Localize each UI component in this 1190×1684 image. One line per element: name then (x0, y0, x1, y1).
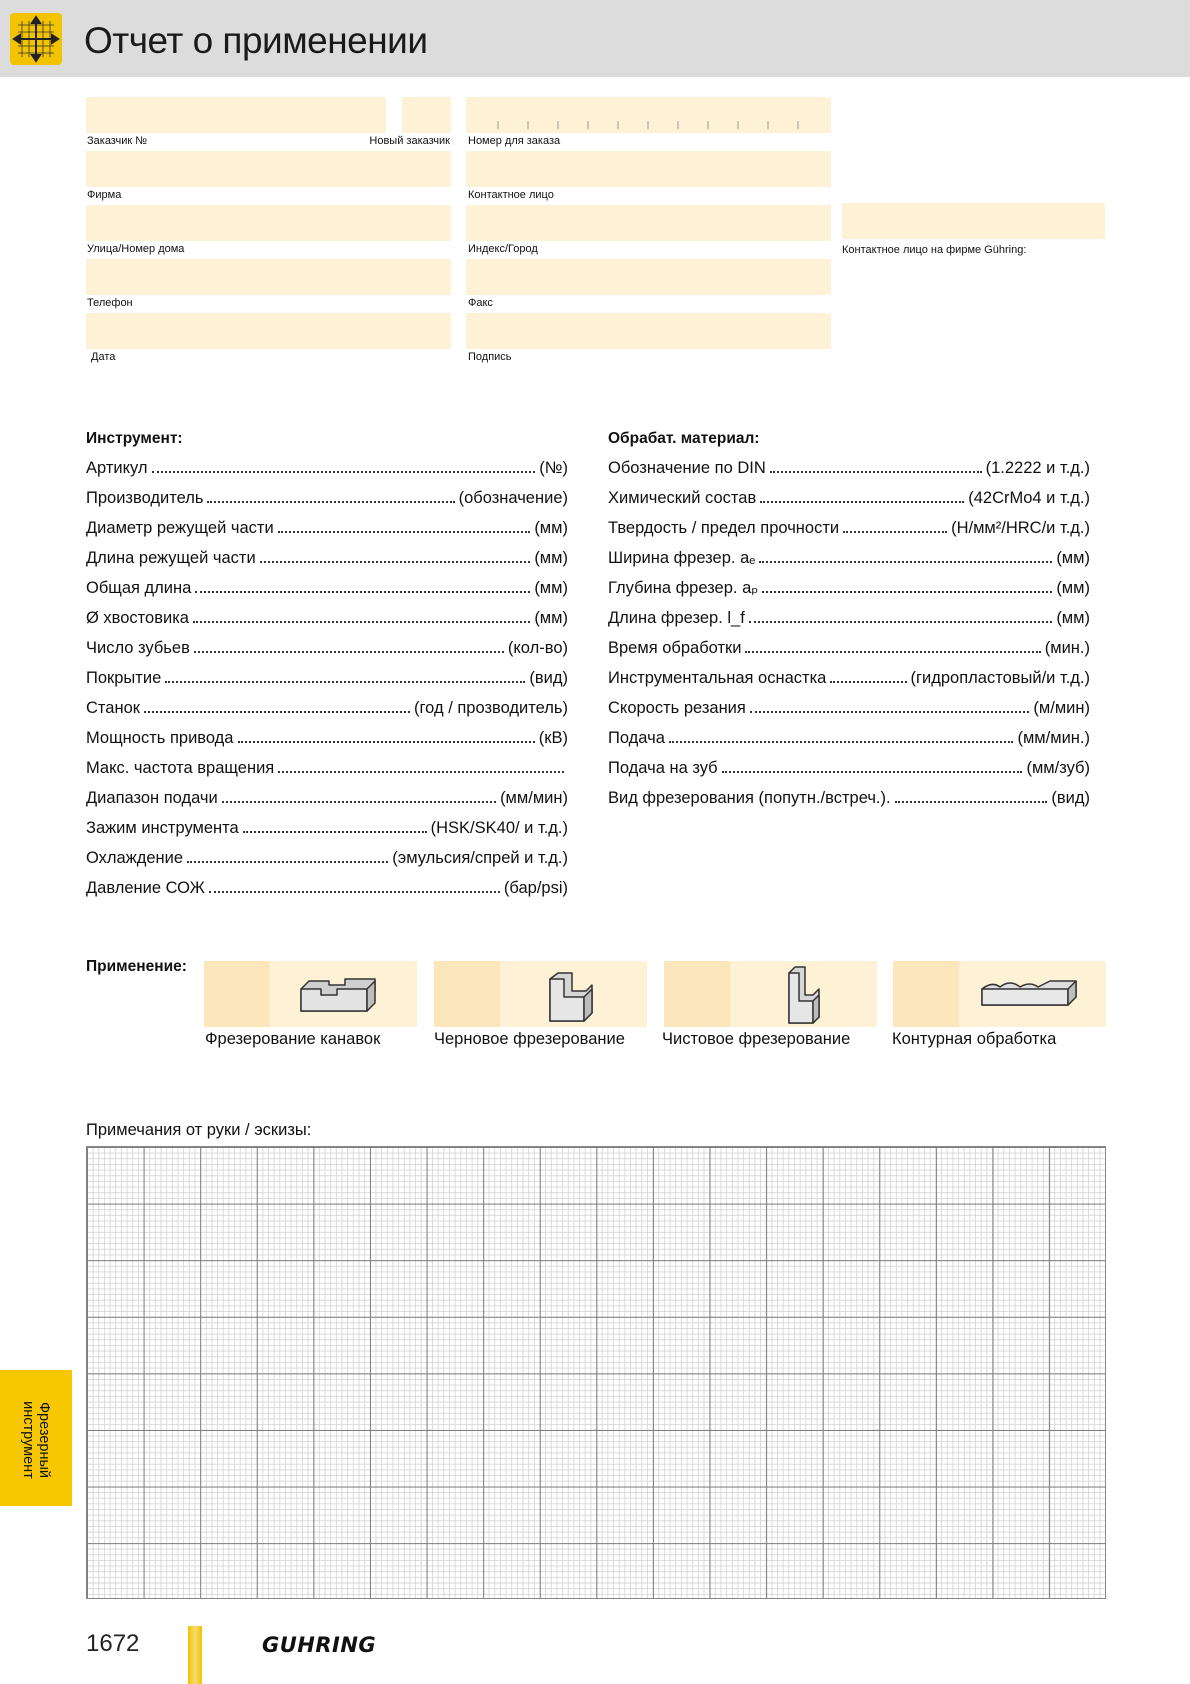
material-row-label: Ширина фрезер. aₑ (608, 549, 756, 567)
material-row[interactable] (608, 666, 1090, 688)
tool-row-fill-line[interactable] (207, 501, 454, 503)
material-row[interactable] (608, 516, 1090, 538)
material-heading: Обрабат. материал: (608, 430, 760, 447)
tool-row-fill-line[interactable] (278, 531, 531, 533)
zip-city-label: Индекс/Город (468, 243, 538, 255)
tool-row-fill-line[interactable] (144, 711, 410, 713)
tool-row[interactable] (86, 696, 568, 718)
tool-row[interactable] (86, 846, 568, 868)
phone-field[interactable] (86, 259, 451, 295)
material-row[interactable] (608, 576, 1090, 598)
fax-field[interactable] (466, 259, 831, 295)
side-tab (0, 1370, 72, 1506)
side-tab-line2: инструмент (20, 1401, 36, 1479)
tool-row-fill-line[interactable] (238, 741, 535, 743)
tool-row-unit: (кол-во) (507, 639, 568, 657)
material-row-fill-line[interactable] (830, 681, 906, 683)
tool-row[interactable] (86, 726, 568, 748)
page-number: 1672 (86, 1630, 140, 1657)
material-row-unit: (Н/мм²/HRC/и т.д.) (951, 519, 1090, 537)
tool-row-unit: (мм/мин) (500, 789, 568, 807)
tool-row-label: Общая длина (86, 579, 192, 597)
material-row-label: Подача (608, 729, 665, 747)
material-row-fill-line[interactable] (722, 771, 1023, 773)
side-tab-line1: Фрезерный (36, 1402, 52, 1478)
footer-accent-bar (188, 1626, 202, 1684)
material-row-fill-line[interactable] (770, 471, 982, 473)
company-field[interactable] (86, 151, 451, 187)
street-label: Улица/Номер дома (87, 243, 185, 255)
signature-field[interactable] (466, 313, 831, 349)
material-row-unit: (мм) (1056, 609, 1090, 627)
material-row[interactable] (608, 726, 1090, 748)
material-row-label: Время обработки (608, 639, 742, 657)
checkbox-square[interactable] (664, 961, 730, 1027)
tool-row-fill-line[interactable] (193, 621, 530, 623)
tool-row-unit: (мм) (534, 609, 568, 627)
tool-row-fill-line[interactable] (243, 831, 427, 833)
tool-row-label: Покрытие (86, 669, 162, 687)
material-row-label: Инструментальная оснастка (608, 669, 827, 687)
material-row[interactable] (608, 606, 1090, 628)
tool-row-unit: (HSK/SK40/ и т.д.) (430, 819, 568, 837)
material-row-label: Обозначение по DIN (608, 459, 766, 477)
tool-row-unit: (мм) (534, 549, 568, 567)
material-row-label: Твердость / предел прочности (608, 519, 840, 537)
material-row[interactable] (608, 786, 1090, 808)
material-row-unit: (1.2222 и т.д.) (985, 459, 1090, 477)
material-row-unit: (гидропластовый/и т.д.) (910, 669, 1090, 687)
tool-row-label: Длина режущей части (86, 549, 256, 567)
new-customer-field[interactable] (402, 97, 451, 133)
street-field[interactable] (86, 205, 451, 241)
signature-label: Подпись (468, 351, 512, 363)
material-row-fill-line[interactable] (843, 531, 947, 533)
slot-block-icon (299, 975, 383, 1015)
app-option-finish-milling[interactable] (664, 961, 877, 1027)
material-row-fill-line[interactable] (750, 711, 1030, 713)
tool-row-fill-line[interactable] (152, 471, 536, 473)
material-row[interactable] (608, 486, 1090, 508)
tool-row-label: Артикул (86, 459, 148, 477)
material-row-unit: (42CrMo4 и т.д.) (968, 489, 1090, 507)
customer-number-field[interactable] (86, 97, 386, 133)
customer-number-label: Заказчик № (87, 135, 148, 147)
material-row[interactable] (608, 456, 1090, 478)
material-row-label: Химический состав (608, 489, 757, 507)
tool-row-label: Зажим инструмента (86, 819, 239, 837)
tool-row[interactable] (86, 546, 568, 568)
material-row-fill-line[interactable] (745, 651, 1040, 653)
material-row-label: Скорость резания (608, 699, 746, 717)
contact-person-field[interactable] (466, 151, 831, 187)
material-row-unit: (мм/мин.) (1017, 729, 1090, 747)
checkbox-square[interactable] (434, 961, 500, 1027)
tool-heading: Инструмент: (86, 430, 183, 447)
material-row[interactable] (608, 696, 1090, 718)
fax-label: Факс (468, 297, 493, 309)
tool-row-unit: (мм) (534, 579, 568, 597)
notes-label: Примечания от руки / эскизы: (86, 1121, 312, 1139)
guhring-contact-label: Контактное лицо на фирме Gühring: (842, 244, 1027, 256)
material-row-fill-line[interactable] (759, 561, 1052, 563)
tool-row-label: Ø хвостовика (86, 609, 189, 627)
side-tab-label (20, 1401, 52, 1479)
grid-crosshair-icon (10, 13, 62, 65)
tool-row-label: Число зубьев (86, 639, 190, 657)
tool-row-fill-line[interactable] (260, 561, 531, 563)
material-row-fill-line[interactable] (895, 801, 1048, 803)
order-number-field[interactable] (466, 97, 831, 133)
sketch-grid[interactable] (86, 1146, 1106, 1599)
tool-row[interactable] (86, 786, 568, 808)
company-label: Фирма (87, 189, 122, 201)
checkbox-square[interactable] (204, 961, 270, 1027)
new-customer-label: Новый заказчик (369, 135, 450, 147)
contact-person-label: Контактное лицо (468, 189, 554, 201)
order-number-label: Номер для заказа (468, 135, 561, 147)
material-row-label: Вид фрезерования (попутн./встреч.). (608, 789, 891, 807)
material-row-label: Глубина фрезер. aₚ (608, 579, 759, 597)
tool-row[interactable] (86, 516, 568, 538)
tool-row-label: Диапазон подачи (86, 789, 218, 807)
tool-row-unit: (бар/psi) (503, 879, 568, 897)
tool-row-unit: (кВ) (538, 729, 568, 747)
material-row[interactable] (608, 546, 1090, 568)
app-label-rough-milling: Черновое фрезерование (434, 1030, 625, 1048)
contour-block-icon (978, 973, 1082, 1013)
tool-row-fill-line[interactable] (222, 801, 496, 803)
tool-row[interactable] (86, 576, 568, 598)
tool-row-label: Макс. частота вращения (86, 759, 275, 777)
checkbox-square[interactable] (893, 961, 959, 1027)
tool-row-fill-line[interactable] (278, 771, 564, 773)
material-row[interactable] (608, 636, 1090, 658)
tool-row-unit: (эмульсия/спрей и т.д.) (392, 849, 568, 867)
material-row-unit: (мм/зуб) (1026, 759, 1090, 777)
material-row-unit: (мм) (1056, 579, 1090, 597)
material-row-label: Длина фрезер. l_f (608, 609, 745, 627)
tool-row[interactable] (86, 816, 568, 838)
tool-row-fill-line[interactable] (209, 891, 500, 893)
tool-row-unit: (№) (539, 459, 568, 477)
material-row-fill-line[interactable] (669, 741, 1014, 743)
phone-label: Телефон (87, 297, 133, 309)
brand-logo: GUHRING (262, 1633, 377, 1657)
app-option-contour-machining[interactable] (893, 961, 1106, 1027)
l-profile-icon (783, 965, 827, 1025)
application-heading: Применение: (86, 958, 187, 975)
page-title: Отчет о применении (84, 20, 428, 61)
guhring-contact-field[interactable] (842, 203, 1105, 239)
material-row-unit: (мин.) (1044, 639, 1090, 657)
app-option-slot-milling[interactable] (204, 961, 417, 1027)
tool-row-unit: (год / прозводитель) (414, 699, 568, 717)
app-option-rough-milling[interactable] (434, 961, 647, 1027)
tool-row[interactable] (86, 456, 568, 478)
tool-row-label: Станок (86, 699, 140, 717)
tool-row-unit: (мм) (534, 519, 568, 537)
tool-row-fill-line[interactable] (195, 591, 530, 593)
tool-row-label: Мощность привода (86, 729, 234, 747)
app-label-finish-milling: Чистовое фрезерование (662, 1030, 851, 1048)
tool-row-label: Диаметр режущей части (86, 519, 274, 537)
app-label-contour-machining: Контурная обработка (892, 1030, 1057, 1048)
tool-row-label: Производитель (86, 489, 204, 507)
material-row-fill-line[interactable] (749, 621, 1053, 623)
date-field[interactable] (86, 313, 451, 349)
tool-row-unit: (обозначение) (458, 489, 568, 507)
material-row-unit: (мм) (1056, 549, 1090, 567)
date-label: Дата (91, 351, 116, 363)
tool-row-label: Давление СОЖ (86, 879, 205, 897)
tool-row[interactable] (86, 486, 568, 508)
tool-row[interactable] (86, 876, 568, 898)
tool-row-label: Охлаждение (86, 849, 184, 867)
material-row-label: Подача на зуб (608, 759, 718, 777)
tool-row[interactable] (86, 606, 568, 628)
material-row-fill-line[interactable] (760, 501, 964, 503)
material-row-unit: (м/мин) (1033, 699, 1090, 717)
material-row-fill-line[interactable] (762, 591, 1052, 593)
material-row[interactable] (608, 756, 1090, 778)
tool-row[interactable] (86, 756, 568, 778)
material-row-unit: (вид) (1051, 789, 1090, 807)
step-block-icon (546, 969, 596, 1023)
tool-row[interactable] (86, 636, 568, 658)
app-label-slot-milling: Фрезерование канавок (205, 1030, 381, 1048)
tool-row-unit: (вид) (529, 669, 568, 687)
zip-city-field[interactable] (466, 205, 831, 241)
tool-row-fill-line[interactable] (194, 651, 504, 653)
tool-row-fill-line[interactable] (165, 681, 525, 683)
tool-row-fill-line[interactable] (187, 861, 388, 863)
tool-row[interactable] (86, 666, 568, 688)
